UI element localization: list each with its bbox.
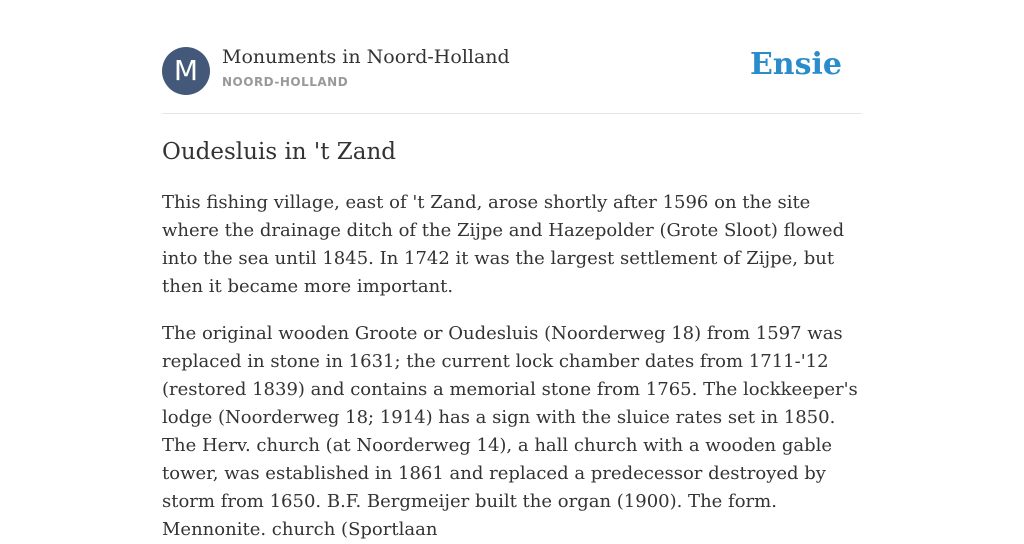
channel-header — [162, 0, 862, 114]
ensie-logo[interactable]: Ensie — [749, 47, 842, 82]
article-paragraph-1: This fishing village, east of 't Zand, arose shortly after 1596 on the site where the drainage ditch of the Zijpe and Hazepolder (Grote Sloot) flowed into the sea until 1845. In 1742 it was the largest settlement of Zijpe, but then it became more important. — [162, 192, 845, 297]
article-title: Oudesluis in 't Zand — [162, 139, 397, 165]
article-paragraph-2: The original wooden Groote or Oudesluis (Noorderweg 18) from 1597 was replaced in stone in 1631; the current lock chamber dates from 1711-'12 (restored 1839) and contains a memorial stone from 1765. The lockkeeper's lodge (Noorderweg 18; 1914) has a sign with the sluice rates set in 1850. The Herv. church (at Noorderweg 14), a hall church with a wooden gable tower, was established in 1861 and replaced a predecessor destroyed by storm from 1650. B.F. Bergmeijer built the organ (1900). The form. Mennonite. church (Sportlaan — [162, 323, 858, 540]
channel-name-link[interactable]: Monuments in Noord-Holland — [222, 46, 510, 68]
channel-region-label[interactable]: NOORD-HOLLAND — [222, 75, 349, 89]
page-container — [162, 0, 862, 540]
channel-avatar[interactable]: M — [162, 47, 210, 95]
